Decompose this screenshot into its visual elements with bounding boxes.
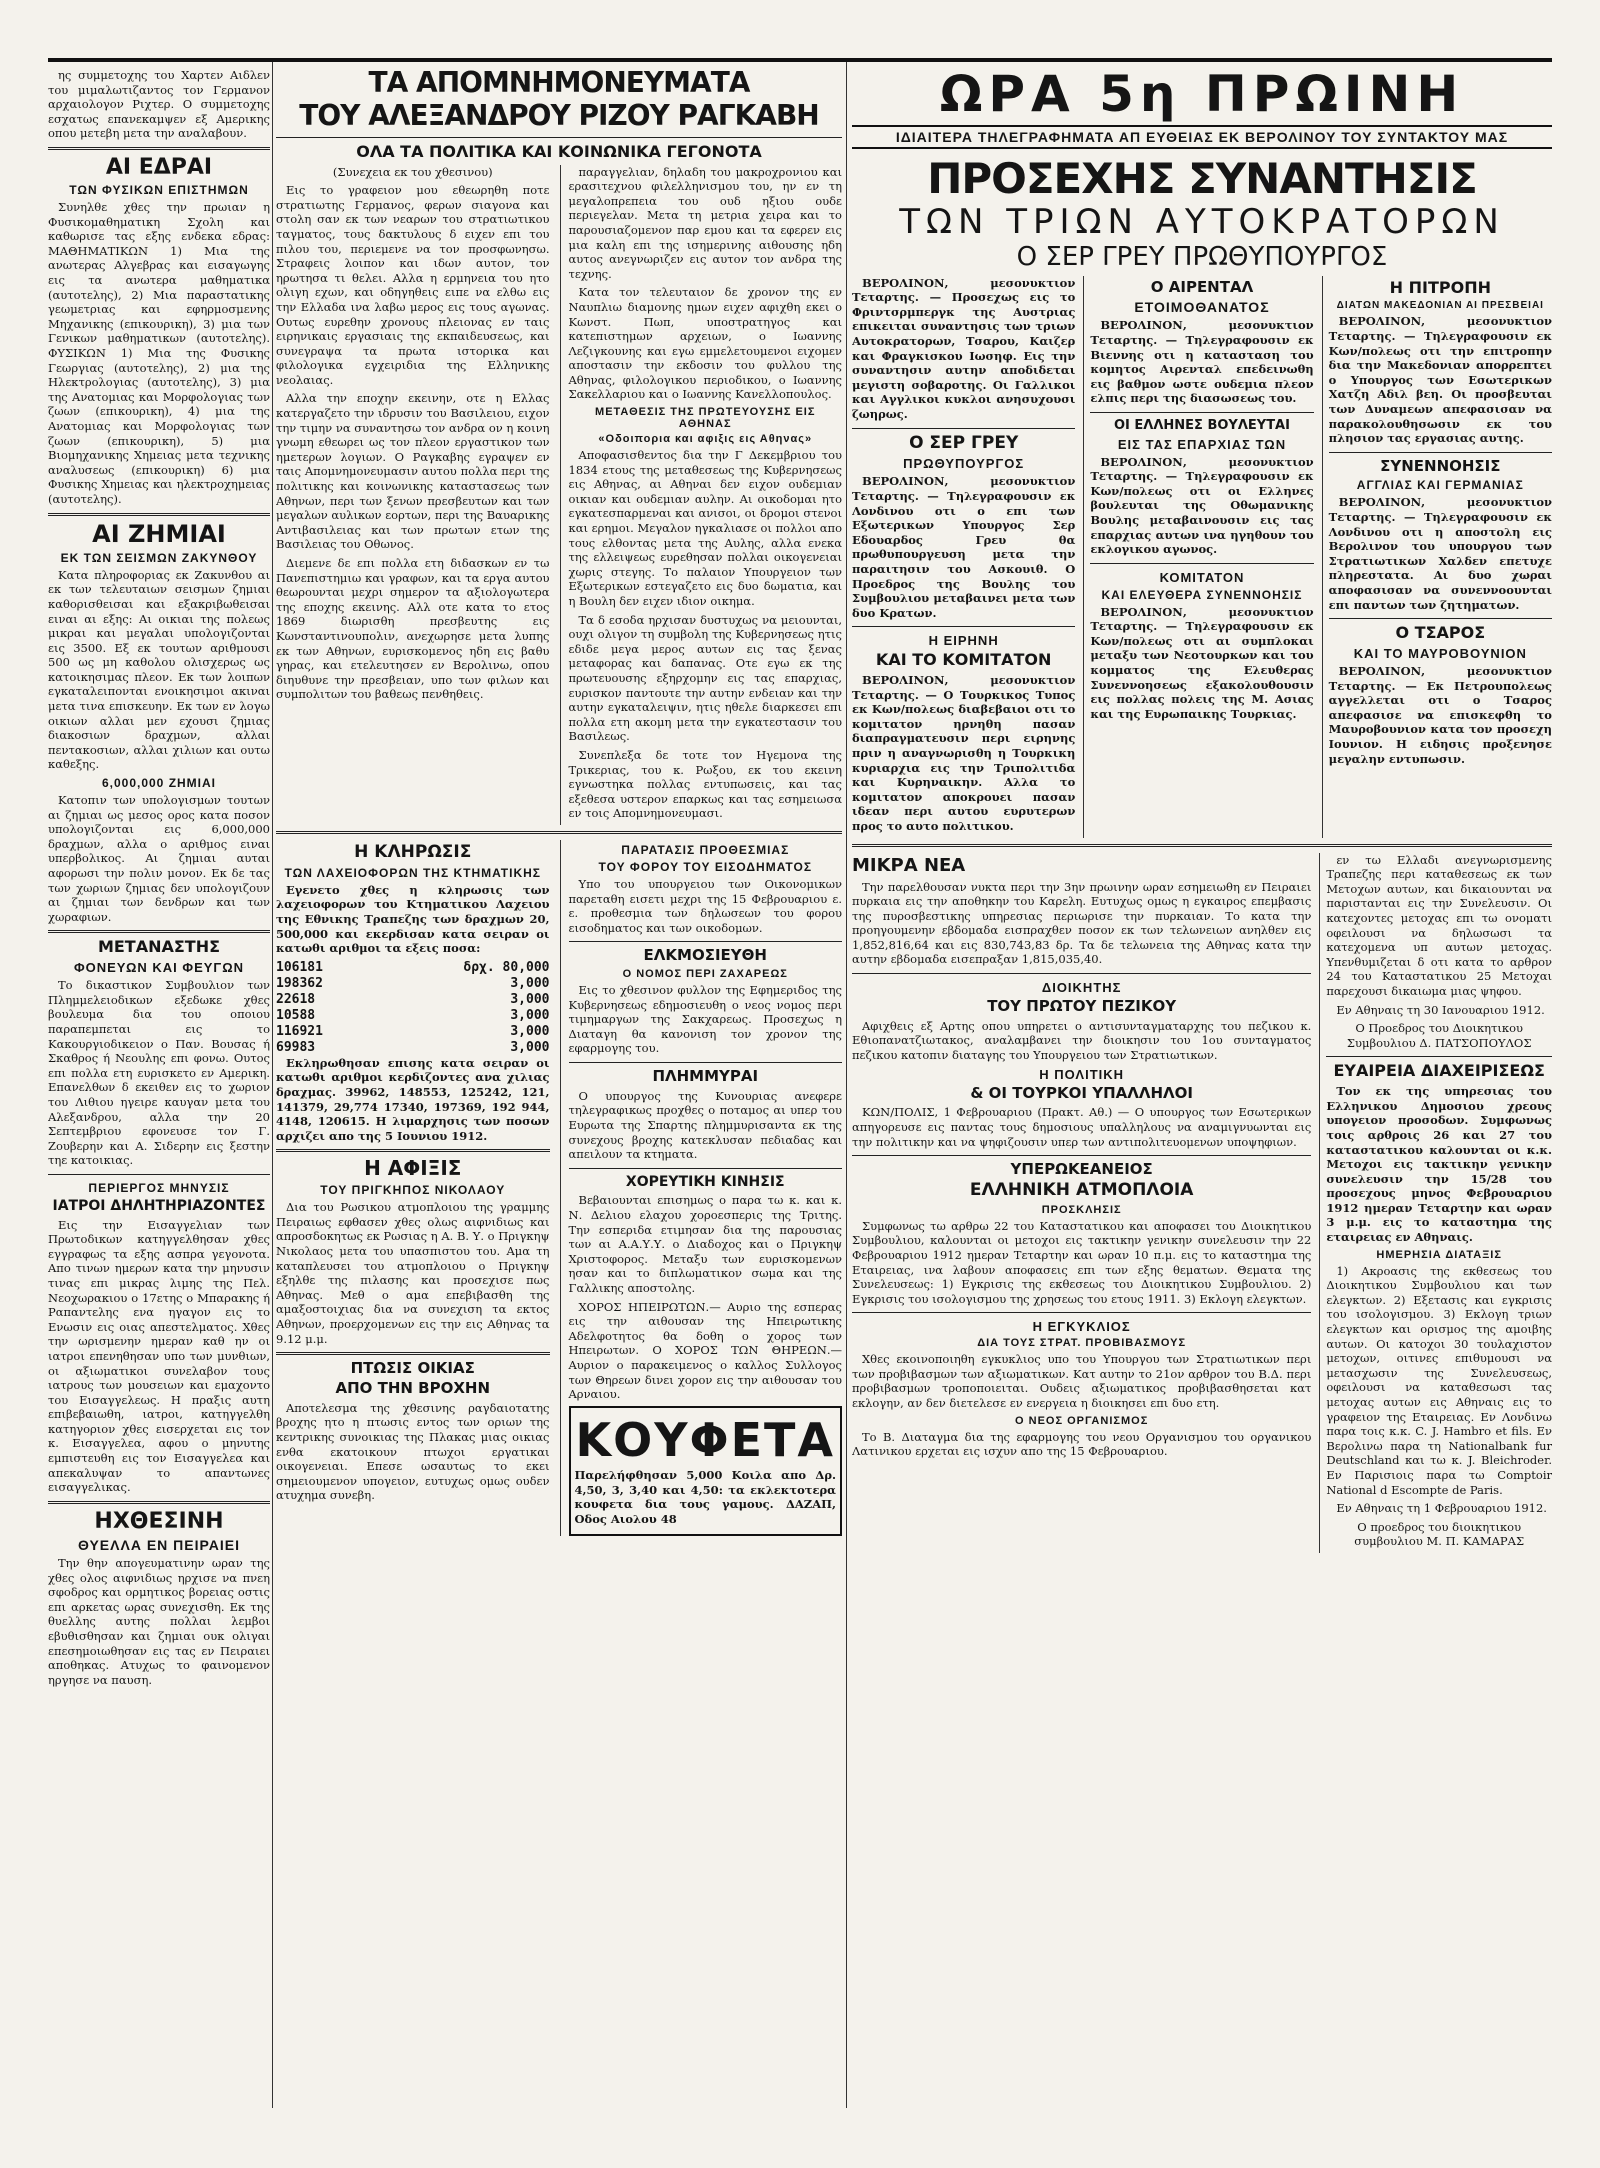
prize-number: 10588	[276, 1007, 316, 1023]
telegram-title: ΚΟΜΙΤΑΤΟΝ	[1159, 569, 1245, 585]
divider	[1329, 452, 1552, 453]
article-body: Εις το χθεσινον φυλλον της Εφημεριδος της Κυβερνησεως εδημοσιευθη ο νεος νομος περι τιμημαργων της Σακχαρεως. Προσεχως η Διαταγη θα κανονιση τον χρονον της εφαρμογης του.	[568, 983, 842, 1056]
telegram-subtitle: ΚΑΙ ΤΟ ΚΟΜΙΤΑΤΟΝ	[875, 650, 1052, 670]
inline-heading: ΜΕΤΑΘΕΣΙΣ ΤΗΣ ΠΡΩΤΕΥΟΥΣΗΣ ΕΙΣ ΑΘΗΝΑΣ	[595, 406, 816, 431]
divider	[852, 1312, 1311, 1313]
divider	[852, 626, 1075, 627]
section-title: ΑΙ ΕΔΡΑΙ	[105, 154, 213, 180]
main-headline: ΠΡΟΣΕΧΗΣ ΣΥΝΑΝΤΗΣΙΣ	[927, 153, 1477, 203]
notice-body: Τον εκ της υπηρεσιας του Ελληνικου Δημοσιου χρεους υπογειον προσοδων. Συμφωνως τοις αρθροις 26 και 27 του καταστατικου καλουνται οι κ.κ. Μετοχοι εις τακτικην γενικην συνελευσιν την 15/28 του προσεχους μηνος Φεβρουαριου 1912 ημεραν Τεταρτην και ωραν 3 μ.μ. εις το καταστημα της εταιρειας εν Αθηναις.	[1326, 1084, 1552, 1245]
prize-row	[276, 1040, 550, 1056]
telegram-subtitle: ΠΡΩΘΥΠΟΥΡΓΟΣ	[903, 456, 1025, 472]
article-body: Κατοπιν των υπολογισμων τουτων αι ζημιαι ως μεσος ορος κατα ποσον υπολογιζονται εις 6,000,000 δραχμων, αλλα ο αριθμος ειναι υπερβολικος. Αι ζημιαι αυται αφορωσι την πολιν μονον. Εκ δε τας των χωριων ζημιας δεν υπολογιζουν αι ζημιαι των δενδρων και των χωραφιων.	[48, 793, 270, 924]
news-body: Χθες εκοινοποιηθη εγκυκλιος υπο του Υπουργου των Στρατιωτικων περι των προβιβασμων των αξιωματικων. Κατ αυτην το 21ον αρθρον του Β.Δ. περι προβιβασμων τροποποιειται. Ουδεις αξιωματικος προβιβασθησεται κατ εκλογην, αν δεν διετελεσε εν ενεργεια η διοικησει επι δυο ετη.	[852, 1352, 1312, 1411]
prize-amount: δρχ. 80,000	[463, 959, 550, 975]
divider	[276, 1149, 550, 1152]
telegram-subtitle: ΕΙΣ ΤΑΣ ΕΠΑΡΧΙΑΣ ΤΩΝ	[1117, 436, 1287, 452]
news-subtitle: ΔΙΑ ΤΟΥΣ ΣΤΡΑΤ. ΠΡΟΒΙΒΑΣΜΟΥΣ	[977, 1337, 1187, 1350]
telegram-body: ΒΕΡΟΛΙΝΟΝ, μεσονυκτιον Τεταρτης. — Ο Τουρκικος Τυπος εκ Κων/πολεως διαβεβαιοι οτι το κομιτατον ηρνηθη πασαν διαπραγματευσιν περι ειρηνης πριν η αναγνωρισθη η Τουρκικη κυριαρχια εις την Τριπολιτιδα και Κυρηναικην. Αλλα το κομιτατον αποκρουει πασαν ιδεαν περι αυτου ευρυτερων προς το αυτο πολιτικου.	[852, 673, 1076, 834]
intro-text: ης συμμετοχης του Χαρτεν Αιδλεν του μιμαλωτιζαντος τον Γερμανον αρχαιολογον Ριχτερ. Ο συμμετοχης εσχατως επανεκαμψεν εξ Αμερικης οπου μετεβη μετα την αναλαβουν.	[48, 68, 270, 141]
divider	[48, 147, 270, 150]
prize-row	[276, 976, 550, 992]
notice-title: ΕΥΑΙΡΕΙΑ ΔΙΑΧΕΙΡΙΣΕΩΣ	[1333, 1061, 1545, 1081]
dance-title: ΧΟΡΕΥΤΙΚΗ ΚΙΝΗΣΙΣ	[625, 1173, 785, 1190]
section-subtitle: ΘΥΕΛΛΑ ΕΝ ΠΕΙΡΑΙΕΙ	[77, 1536, 241, 1553]
arrival-title: Η ΑΦΙΞΙΣ	[364, 1156, 462, 1181]
prize-row	[276, 960, 550, 976]
divider	[276, 137, 842, 138]
news-col-b	[1319, 853, 1552, 1553]
divider	[48, 513, 270, 516]
inline-heading: «Οδοιπορια και αφιξις εις Αθηνας»	[598, 433, 813, 446]
article-body: Την θην απογευματινην ωραν της χθες ολος αιφνιδιως ηρχισε να πνεη σφοδρος και ορμητικος βορειας οστις επι αρκετας ωρας συνεχισθη. Εκ της θυελλης αυτης πολλαι λεμβοι εβυθισθησαν και ζημιαι ουκ ολιγαι επεσημοιωθησαν εις τας εν Πειραιει αποθηκας. Ατυχως το φαινομενον ηργησε να παυση.	[48, 1555, 270, 1687]
news-title: Η ΕΓΚΥΚΛΙΟΣ	[1032, 1319, 1131, 1335]
section-subtitle: ΙΑΤΡΟΙ ΔΗΛΗΤΗΡΙΑΖΟΝΤΕΣ	[52, 1197, 266, 1214]
telegram-subtitle: ΔΙΑΤΩΝ ΜΑΚΕΔΟΝΙΑΝ ΑΙ ΠΡΕΣΒΕΙΑΙ	[1336, 300, 1544, 312]
telegram-body: ΒΕΡΟΛΙΝΟΝ, μεσονυκτιον Τεταρτης. — Τηλεγραφουσιν εκ Λονδινου οτι η αποστολη εις Βερολινον του υπουργου των Στρατιωτικων Χαλδεν επετυχε πληρεστατα. Αι δυο χωραι αποφασισαν να συνεννοουνται επι παντων των ζητηματων.	[1328, 495, 1552, 612]
telegram-body: ΒΕΡΟΛΙΝΟΝ, μεσονυκτιον Τεταρτης. — Εκ Πετρουπολεως αγγελλεται οτι ο Τσαρος απεφασισε να επισκεφθη το Μαυροβουνιον κατα τον προσεχη Ιουνιον. Η ειδησις προξενησε μεγαλην εντυπωσιν.	[1328, 664, 1552, 766]
divider	[1090, 563, 1313, 564]
divider	[1326, 1056, 1552, 1057]
telegram-title: Η ΕΙΡΗΝΗ	[928, 633, 999, 649]
news-body: Αφιχθεις εξ Αρτης οπου υπηρετει ο αντισυνταγματαρχης του πεζικου κ. Εθιοπανατζιωτακος, αναλαμβανει την διοικησιν του 1ου συνταγματος πεζικου κατοπιν διαταγης του Υπουργειου των Στρατιωτικων.	[852, 1018, 1312, 1063]
prize-row	[276, 1024, 550, 1040]
article-body: Κατα τον τελευταιον δε χρονον της εν Ναυπλιω διαμονης ημων ειχεν αφιχθη εκει ο Κωνστ. Πωπ, υποστρατηγος και κατεπιστημων αρχειων, ο Ιωαννης Λεζιγκουνης και εγω εμμελετουμενοι ειχομεν αποστασιν την εκδοσιν του φυλλου της Αθηνας, φιλολογικου περιοδικου, ο Ιωαννης Σακελλαριου και ο Ιωαννης Κανελλοπουλος.	[568, 285, 842, 402]
column-divider	[272, 62, 273, 2108]
article-body: Διεμενε δε επι πολλα ετη διδασκων εν τω Πανεπιστημιω και γραφων, και τα εργα αυτου θεωρουνται μεχρι σημερον τα αξιολογωτερα της εποχης εκεινης. Αλλ οτε κατα το ετος 1869 διωρισθη πρεσβευτης εις Κωνσταντινουπολιν, ανεχωρησε μετα λυπης εκ των Αθηνων, ευρισκομενος ηδη εις βαθυ γηρας, και ετελευτησεν εν Βερολινω, οπου διηυθυνε την πρεσβειαν, υπο των φιλων και συμπολιτων του βαθεως πενθηθεις.	[276, 556, 550, 702]
prize-row	[276, 1008, 550, 1024]
lower-boxes	[276, 840, 842, 1536]
column-divider	[846, 62, 847, 2108]
section-subtitle: ΦΟΝΕΥΩΝ ΚΑΙ ΦΕΥΓΩΝ	[73, 960, 245, 976]
telegram-body: ΒΕΡΟΛΙΝΟΝ, μεσονυκτιον Τεταρτης. — Τηλεγραφουσιν εκ Κων/πολεως οτι αι συμπλοκαι μεταξυ των Νεοτουρκων και του κομματος της Ελευθερας Συνεννοησεως εξακολουθουσιν εις πολλας πολεις της Μ. Ασιας και της Ευρωπαικης Τουρκιας.	[1090, 604, 1314, 721]
ad-title: ΚΟΥΦΕΤΑ	[575, 1412, 836, 1467]
article-body: Συνεπλεξα δε τοτε τον Ηγεμονα της Τρικεριας, του κ. Ρωξου, εκ του εκεινη εγνωστηκα πολλας εντυπωσεις, και τας εξεθεσα υστερον επαρκως και τας εσημειωσα εν τοις Απομνημονευμασι.	[568, 747, 842, 821]
memoirs-title: ΤΑ ΑΠΟΜΝΗΜΟΝΕΥΜΑΤΑ	[368, 66, 750, 99]
continuation-note: (Συνεχεια εκ του χθεσινου)	[332, 164, 493, 179]
notice-body: εν τω Ελλαδι ανεγνωρισμενης Τραπεζης περι καταθεσεως εκ των Μετοχων αυτων, και δικαιουνται να παριστανται εις την Συνελευσιν. Οι κατεχοντες μετοχας επι τω ονοματι οφειλουσι να δηλωσωσι τα κατεχομενα υπ αυτων μετοχας. Υπενθυμιζεται δ οτι κατα το αρθρον 24 του Καταστατικου 25 Μετοχαι παρεχουσι δικαιωμα μιας ψηφου.	[1326, 852, 1552, 998]
section-title: ΠΕΡΙΕΡΓΟΣ ΜΗΝΥΣΙΣ	[88, 1180, 230, 1195]
divider	[48, 930, 270, 933]
main-headline-3: Ο ΣΕΡ ΓΡΕΥ ΠΡΩΘΥΠΟΥΡΓΟΣ	[1016, 242, 1388, 273]
article-body: Αλλα την εποχην εκεινην, οτε η Ελλας κατεργαζετο την ιδρυσιν του Βασιλειου, ειχον την τιμην να συναντησω τον ανδρα ον η κοινη γνωμη εθεωρει ως τον πλεον εργαστικον των ημετερων λογιων. Ο Ραγκαβης εγραψεν εν ταις Απομνημονευμασιν αυτου πολλα περι της πολιτικης και κοινωνικης καταστασεως των Αθηνων, περι των ξενων πρεσβευτων και των μεγαλων αυλικων εορτων, περι της Βαυαρικης Αντιβασιλειας και των πρωτων ετων της Βασιλειας του Οθωνος.	[276, 391, 550, 552]
telegram-body: ΒΕΡΟΛΙΝΟΝ, μεσονυκτιον Τεταρτης. — Τηλεγραφουσιν εκ Κων/πολεως οτι την επιτροπην δια την Μακεδονιαν απορρεπτει ο Υπουργος των Εσωτερικων Χατζη Αδιλ βεη. Οι προσβευται των Δυναμεων απεφασισαν να παρακολουθησωσιν εκ του πλησιον τας εργασιας αυτης.	[1328, 314, 1552, 446]
article-body: Αποφασισθεντος δια την Γ Δεκεμβριου του 1834 ετους της μεταθεσεως της Κυβερνησεως εις Αθηνας, αι Αθηναι δεν ειχον ουδεμιαν οικιαν και ουδεμιαν αυλην. Αι οικοδομαι ητο εγκατεσπαρμεναι και ανισοι, οι δρομοι στενοι και ερημοι. Μεγαλον ηγκαλιασε οι πολλοι απο τους ελθοντας μετα της Αυλης, αλλα ενεκα της ελλειψεως ευρεθησαν πολλαι οικογενειαι χωρις στεγης. Το παλαιον Υπουργειον των Εξωτερικων εστεγαζετο εις δυο δωματια, και η Βουλη δεν ειχεν ιδιον οικημα.	[568, 448, 842, 609]
section-title: ΗΧΘΕΣΙΝΗ	[94, 1508, 224, 1534]
prize-list	[276, 960, 550, 1056]
banner-subtitle: ΙΔΙΑΙΤΕΡΑ ΤΗΛΕΓΡΑΦΗΜΑΤΑ ΑΠ ΕΥΘΕΙΑΣ ΕΚ ΒΕΡΟΛΙΝΟΥ ΤΟΥ ΣΥΝΤΑΚΤΟΥ ΜΑΣ	[852, 125, 1552, 149]
news-body: Την παρελθουσαν νυκτα περι την 3ην πρωινην ωραν εσημειωθη εν Πειραιει πυρκαια εις την αποθηκην του Καρελη. Ευτυχως ομως η εγκαιρος επεμβασις της πυροσβεστικης υπηρεσιας περιωρισε την πυρκαιαν. Το κατα την προηγουμενην εβδομαδα εισπραχθεν ποσον εκ των τελωνειων ανηλθεν εις 1,852,816,64 και εις 830,743,83 δρ. Τα δε τελωνεια της Αθηνας κατα την αυτην εβδομαδα εισεπραξαν 1,815,035,40.	[852, 879, 1312, 967]
memoirs-subtitle: ΟΛΑ ΤΑ ΠΟΛΙΤΙΚΑ ΚΑΙ ΚΟΙΝΩΝΙΚΑ ΓΕΓΟΝΟΤΑ	[356, 141, 762, 161]
telegram-title: Η ΠΙΤΡΟΠΗ	[1389, 277, 1491, 297]
divider	[852, 844, 1552, 847]
article-body: Εις την Εισαγγελιαν των Πρωτοδικων κατηγγελθησαν χθες εγγραφως τα εξης ασπρα γεγονοτα. Απο τινων ημερων κατα την μηνυσιν τινας επι μικρας λιμης της Πελ. Νεοχωρακιου ο 17ετης ο Μπαρακης ή Ραπαντελης ενα ηγαγον εις το Ενωσιν εις οιας απεστελματος. Χθες την ωρισμενην ημεραν καθ ην οι ιατροι επενηθησαν υπο των μυνθιων, οι αξιωματικοι συνελαβον τους ιατρους των μουσειων και εμαχοντο του Εισαγγελεως. Η πραξις αυτη επιβεβαιωθη, ιατροι, κατηγγελθη κατηγοριον χθες εισερχεται εις τον κ. Εισαγγελεα, αφου ο μηνυτης εμπιστευθη εις τον Εισαγγελεα και απεκαλυψαν το απαντωνες εισαγγελικας.	[48, 1217, 270, 1495]
column-left	[48, 62, 270, 2128]
telegram-title: Ο ΤΣΑΡΟΣ	[1395, 623, 1486, 643]
news-grid	[852, 853, 1552, 1553]
prize-number: 106181	[276, 959, 323, 975]
telegram-title: ΣΥΝΕΝΝΟΗΣΙΣ	[1380, 456, 1501, 475]
extension-title: ΠΑΡΑΤΑΣΙΣ ΠΡΟΘΕΣΜΙΑΣ	[621, 842, 790, 857]
telegram-subtitle: ΚΑΙ ΕΛΕΥΘΕΡΑ ΣΥΝΕΝΝΟΗΣΙΣ	[1101, 587, 1303, 602]
lottery-subtitle: ΤΩΝ ΛΑΧΕΙΟΦΟΡΩΝ ΤΗΣ ΚΤΗΜΑΤΙΚΗΣ	[284, 865, 541, 880]
prize-amount: 3,000	[510, 1039, 550, 1055]
article-body: Υπο του υπουργειου των Οικονομικων παρεταθη εισετι μεχρι της 15 Φεβρουαριου ε. ε. προθεσμια των δηλωσεων του φορου εισοδηματος και των οικοδομων.	[568, 876, 842, 935]
lottery-title: Η ΚΛΗΡΩΣΙΣ	[354, 841, 472, 862]
prize-amount: 3,000	[510, 975, 550, 991]
article-body: Το δικαστικον Συμβουλιον των Πλημμελειοδικων εξεδωκε χθες βουλευμα δια του οποιου παραπεμπεται εις το Κακουργιοδικειον ο Παν. Βουσας ή Σκαθρος ή Νεουλης επι φονω. Ουτος επι πολλα ετη ευρισκετο εν Αμερικη. Επανελθων δ εκειθεν εις το χωριον του Λιθιου ηγειρε καυγαν μετα του Αλεξανδρου, αλλα την 20 Σεπτεμβριου εφονευσε τον Γ. Ζουβερην και Α. Σιδερην εις ξεστην τηε κατοικιας.	[48, 978, 270, 1168]
memoirs-body	[276, 165, 842, 825]
divider	[276, 1352, 550, 1355]
divider	[1090, 412, 1313, 413]
telegram-title: Ο ΣΕΡ ΓΡΕΥ	[909, 432, 1019, 453]
article-body: Κατα πληροφοριας εκ Ζακυνθου αι εκ των τελευταιων σεισμων ζημιαι καθορισθεισαι και εξακριβωθεισαι ειναι αι εξης: Αι οικιαι της πολεως μικραι και μεγαλαι υπολογιζονται εις 3500. Εξ εκ τουτων αριθμουσι 500 ως μη καθολου ολισχερως ως κατοικησιμας πλεον. Εκ των λοιπων εγκαταλειπονται ενοικησιμοι ακιναι μετα τινα επισκευην. Εκ των εν λογω οικιων αλλαι μεν εχουσι ζημιας διακοσιων δραχμων, αλλαι πεντακοσιων, αλλαι χιλιων και ουτω καθεξης.	[48, 567, 270, 772]
telegram-subtitle: ΕΤΟΙΜΟΘΑΝΑΤΟΣ	[1134, 299, 1270, 316]
lower-col-b	[560, 840, 843, 1536]
notice-signature: Ο Προεδρος του Διοικητικου Συμβουλιου Δ. ΠΑΤΣΟΠΟΥΛΟΣ	[1346, 1021, 1532, 1050]
divider	[48, 1174, 270, 1175]
article-body: παραγγελιαν, δηλαδη του μακροχρονιου και ερασιτεχνου φιλελληνισμου του, ην εν τη μεγαλοπρεπεια του ουδ ηξιου ουδε περιεγελαν. Μετα τη μετρια χειρα και το παρουσιαζομενον παρ εμου και τα εφερεν εις μια καλη επι της ισημερινης αιθουσης ηδη αυτος ανεγνωριζεν εις αυτον τον ανδρα της τεχνης.	[568, 164, 842, 281]
telegram-subtitle: ΑΓΓΛΙΑΣ ΚΑΙ ΓΕΡΜΑΝΙΑΣ	[1356, 478, 1524, 493]
prize-number: 69983	[276, 1039, 316, 1055]
divider	[569, 1168, 843, 1169]
news-body: Το Β. Διαταγμα δια της εφαρμογης του νεου Οργανισμου του οργανικου Λατινικου ερχεται εις ισχυν απο της 15 Φεβρουαριου.	[852, 1429, 1312, 1459]
article-body: Δια του Ρωσικου ατμοπλοιου της γραμμης Πειραιως εφθασεν χθες ολως αιφνιδιως και απροσδοκητως εκ Ρωσιας η Α. Β. Υ. ο Πριγκηψ Νικολαος μετα του υπασπιστου του. Αμα τη καταπλευσει του ατμοπλοιου ο Πριγκηψ εξηλθε της πιλασης και προσεχισε πως Αθηνας. Μεθ ο αμα επεβιβασθη της αμαξοστοιχιας δια να συνεχιση τα εκτος Αθηνων, προερχομενων εις την εις Αθηνας τα 9.12 μ.μ.	[276, 1200, 550, 1346]
inline-heading: 6,000,000 ΖΗΜΙΑΙ	[101, 776, 217, 791]
telegram-body: ΒΕΡΟΛΙΝΟΝ, μεσονυκτιον Τεταρτης. — Τηλεγραφουσιν εκ Βιεννης οτι η κατασταση του κομητος Αιρενταλ επεδεινωθη εις βαθμον ωστε ουδεμια πλεον ελπις περι της διασωσεως του.	[1090, 318, 1314, 406]
law-subtitle: Ο ΝΟΜΟΣ ΠΕΡΙ ΖΑΧΑΡΕΩΣ	[622, 968, 788, 981]
section-subtitle: ΤΩΝ ΦΥΣΙΚΩΝ ΕΠΙΣΤΗΜΩΝ	[69, 183, 249, 198]
news-subtitle: ΤΟΥ ΠΡΩΤΟΥ ΠΕΖΙΚΟΥ	[987, 997, 1177, 1016]
telegram-grid	[852, 276, 1552, 838]
news-title: Ο ΝΕΟΣ ΟΡΓΑΝΙΣΜΟΣ	[1015, 1414, 1149, 1427]
divider	[569, 1062, 843, 1063]
memoirs-col-b	[560, 165, 843, 825]
article-body: Τα δ εσοδα ηρχισαν δυστυχως να μειουνται, ουχι ολιγον τη συμβολη της Κυβερνησεως ητις εδιδε μεγα μερος αυτων εις τας ξενας μεταφορας και δαπανας. Οτε εγω εκ της πρωτευουσης εξηρχομην εις τας επαρχιας, ευρισκον παντουτε την αυτην ενδειαν και την αυτην εγκαταλειψιν, ητις ηθελε διαρκεσει επι πολλα ετη ακομη μετα την εγκατεστασιν του Βασιλεως.	[568, 612, 842, 744]
notice-heading: ΠΡΟΣΚΛΗΣΙΣ	[1041, 1203, 1122, 1216]
telegram-subtitle: ΚΑΙ ΤΟ ΜΑΥΡΟΒΟΥΝΙΟΝ	[1353, 646, 1527, 662]
memoirs-title-line2: ΤΟΥ ΑΛΕΞΑΝΔΡΟΥ ΡΙΖΟΥ ΡΑΓΚΑΒΗ	[299, 99, 819, 133]
prize-amount: 3,000	[510, 991, 550, 1007]
collapse-title: ΠΤΩΣΙΣ ΟΙΚΙΑΣ	[350, 1359, 475, 1378]
news-body: ΚΩΝ/ΠΟΛΙΣ, 1 Φεβρουαριου (Πρακτ. Αθ.) — Ο υπουργος των Εσωτερικων απηγορευσε εις παντας τους δημοσιους υπαλληλους να αναμιγνυωνται εις την πολιτικην και να ψηφιζουσιν υπερ των αντιπολιτευομενων υποψηφιων.	[852, 1105, 1312, 1149]
article-body: Βεβαιουνται επισημως ο παρα τω κ. και κ. Ν. Δελιου ελαχου χοροεσπερις της Τριτης. Την εσπεριδα ετιμησαν δια της παρουσιας των αι Α.Α.Υ.Υ. ο Διαδοχος και ο Πριγκηψ Χριστοφορος. Μεταξυ των ευρισκομενων ησαν και το διπλωματικον σωμα και της Γαλλικης αποστολης.	[568, 1193, 842, 1295]
column-right	[852, 62, 1552, 2128]
notice-date: Εν Αθηναις τη 30 Ιανουαριου 1912.	[1336, 1002, 1545, 1017]
notice-heading: ΗΜΕΡΗΣΙΑ ΔΙΑΤΑΞΙΣ	[1376, 1248, 1502, 1261]
prize-amount: 3,000	[510, 1023, 550, 1039]
prize-number: 116921	[276, 1023, 323, 1039]
news-subtitle: & ΟΙ ΤΟΥΡΚΟΙ ΥΠΑΛΛΗΛΟΙ	[970, 1083, 1193, 1102]
prize-number: 198362	[276, 975, 323, 991]
flood-title: ΠΛΗΜΜΥΡΑΙ	[652, 1067, 759, 1086]
prize-row	[276, 992, 550, 1008]
news-title: ΔΙΟΙΚΗΤΗΣ	[1041, 980, 1122, 996]
extension-subtitle: ΤΟΥ ΦΟΡΟΥ ΤΟΥ ΕΙΣΟΔΗΜΑΤΟΣ	[598, 859, 813, 874]
prize-number: 22618	[276, 991, 316, 1007]
divider	[569, 941, 843, 942]
lower-col-a	[276, 840, 550, 1536]
telegram-body: ΒΕΡΟΛΙΝΟΝ, μεσονυκτιον Τεταρτης. — Προσεχως εις το Φριντσρμπεργκ της Αυστριας επικειται συναντησις των τριων Αυτοκρατορων, Τσαρου, Καιζερ και Φραγκισκου Ιωσηφ. Εις την συναντησιν αυτην αποδιδεται μεγιστη σοβαροτης. Οι Γαλλικοι και Αγγλικοι κυκλοι ανησυχουσι ζωηρως.	[852, 275, 1076, 421]
telegram-col-a	[852, 276, 1075, 838]
arrival-subtitle: ΤΟΥ ΠΡΙΓΚΗΠΟΣ ΝΙΚΟΛΑΟΥ	[320, 1183, 506, 1198]
divider	[852, 973, 1311, 974]
collapse-subtitle: ΑΠΟ ΤΗΝ ΒΡΟΧΗΝ	[335, 1378, 491, 1397]
banner-title: ΩΡΑ 5η ΠΡΩΙΝΗ	[939, 65, 1465, 123]
main-headline-2: ΤΩΝ ΤΡΙΩΝ ΑΥΤΟΚΡΑΤΟΡΩΝ	[899, 201, 1505, 242]
divider	[48, 1501, 270, 1504]
divider	[852, 1155, 1311, 1156]
notice-date: Εν Αθηναις τη 1 Φεβρουαριου 1912.	[1336, 1501, 1547, 1516]
notice-title: ΥΠΕΡΩΚΕΑΝΕΙΟΣ	[1010, 1160, 1153, 1179]
telegram-body: ΒΕΡΟΛΙΝΟΝ, μεσονυκτιον Τεταρτης. — Τηλεγραφουσιν εκ Λονδινου οτι ο επι των Εξωτερικων Υπουργος Σερ Εδουαρδος Γρευ θα πρωθυπουργευση μετα την παραιτησιν του Ασκουιθ. Ο Προεδρος της Βουλης του Συμβουλιου μεταβαινει μετα των δυο Κρατων.	[852, 474, 1076, 620]
section-subtitle: ΕΚ ΤΩΝ ΣΕΙΣΜΩΝ ΖΑΚΥΝΘΟΥ	[60, 550, 258, 565]
lottery-more: Εκληρωθησαν επισης κατα σειραν οι κατωθι αριθμοι κερδιζοντες ανα χιλιας δραχμας. 39962, 148553, 125242, 121, 141379, 29,774 17340, 197369, 192 944, 4148, 120615. Η λιμαρχησις των ποσων αρχιζει απο της 5 Ιουνιου 1912.	[276, 1055, 550, 1143]
article-body: Ο υπουργος της Κυνουριας ανεφερε τηλεγραφικως προχθες ο ποταμος αι υπερ του Ευρωτα της Σπαρτης πλημμυρισαντα εκ της συνεχους βροχης κατεκλυσαν πεδιαδας και απειλουν τα κτηματα.	[568, 1088, 842, 1162]
telegram-title: Ο ΑΙΡΕΝΤΑΛ	[1150, 277, 1254, 296]
telegram-col-c	[1322, 276, 1552, 838]
notice-signature: Ο προεδρος του διοικητικου συμβουλιου Μ. Π. ΚΑΜΑΡΑΣ	[1354, 1519, 1525, 1549]
article-body: ΧΟΡΟΣ ΗΠΕΙΡΩΤΩΝ.— Αυριο της εσπερας εις την αιθουσαν της Ηπειρωτικης Αδελφοτητος θα δοθη ο χορος των Ηπειρωτων. Ο ΧΟΡΟΣ ΤΩΝ ΘΗΡΕΩΝ.— Αυριον ο παρακειμενος ο καλλος Συλλογος των Θηρεων δινει χορον εις την αιθουσαν του Αρναιου.	[568, 1299, 842, 1402]
article-body: Εις το γραφειον μου εθεωρηθη ποτε στρατιωτης Γερμανος, φερων σιαγονα και στολη σαν εκ των νεαρων του στρατιωτικου ταγματος, τους δακτυλους δ ειχεν επι του πιλου του, περιεμενε να τον προσφωνησω. Στραφεις λοιπον και ιδων αυτον, τον ηρωτησα τι θελει. Αλλα η ερμηνεια του ητο ολιγη εχων, και οδηγηθεις ειπε να ελθω εις την Ελλαδα ινα λαβω μερος εις τους αγωνας. Ουτως ευρεθην χρονους πλειονας εν ταις ειρηνικαις εργασιαις της εκπαιδευσεως, και συνεγραψα τα πρωτα ιστορικα και φιλολογικα εγχειριδια της Ελληνικης νεολαιας.	[276, 183, 550, 387]
section-title: ΑΙ ΖΗΜΙΑΙ	[92, 519, 226, 548]
prize-amount: 3,000	[510, 1007, 550, 1023]
article-body: Αποτελεσμα της χθεσινης ραγδαιοτατης βροχης ητο η πτωσις εντος των οριων της κεντρικης συνοικιας της Πλακας μιας οικιας ενθα εκατοικουν πτωχοι εργατικαι οικογενειαι. Επεσε ωσαυτως το εκει σημειουμενον υπογειον, ευτυχως ομως ουδεν ατυχημα συνεβη.	[276, 1400, 550, 1503]
section-title: ΜΕΤΑΝΑΣΤΗΣ	[97, 937, 221, 957]
ad-body: Παρελήφθησαν 5,000 Κοιλα απο Δρ. 4,50, 3, 3,40 και 4,50: τα εκλεκτοτερα κουφετα δια τους γαμους. ΔΑΖΑΠ, Οδος Αιολου 48	[574, 1468, 836, 1526]
article-body: Συνηλθε χθες την πρωιαν η Φυσικομαθηματικη Σχολη και καθωρισε τας εξης ενδεκα εδρας: ΜΑΘΗΜΑΤΙΚΩΝ 1) Μια της ανωτερας Αλγεβρας και εισαγωγης εις τα ανωτερα μαθηματικα (αυτοτελης), 2) Μια παραστατικης γεωμετριας και εφηρμοσμενης Μηχανικης (επικουρικη), 3) μια των Γενικων μαθηματικων (αυτοτελης). ΦΥΣΙΚΩΝ 1) Μια της Φυσικης Γεωργιας (αυτοτελης), 2) μια της Ηλεκτρολογιας (αυτοτελης), 3) μια της Ανατομιας και Μορφολογιας των ζωων (επικουρικη), 4) μια της Ανατομιας και Μορφολογιας των ζωων (επικουρικη), 5) μια Βιομηχανικης Χημειας μετα τεχνικης αναλυσεως (επικουρικη) 6) μια Φυσικης Χημειας και ηλεκτροχημειας (αυτοτελης).	[48, 200, 270, 506]
law-title: ΕΛΚΜΟΣΙΕΥΘΗ	[643, 946, 767, 965]
notice-subtitle: ΕΛΛΗΝΙΚΗ ΑΤΜΟΠΛΟΙΑ	[969, 1179, 1194, 1200]
telegram-body: ΒΕΡΟΛΙΝΟΝ, μεσονυκτιον Τεταρτης. — Τηλεγραφουσιν εκ Κων/πολεως οτι οι Ελληνες βουλευται της Οθωμανικης Βουλης μεταβαινουσιν εις τας επαρχιας αυτων ινα ηγηθουν του εκλογικου αγωνος.	[1090, 454, 1314, 557]
advertisement	[569, 1406, 843, 1537]
news-title: Η ΠΟΛΙΤΙΚΗ	[1039, 1066, 1125, 1082]
notice-body: 1) Ακροασις της εκθεσεως του Διοικητικου Συμβουλιου και των ελεγκτων. 2) Εξετασις και εγκρισις του ισολογισμου. 3) Εκλογη τριων ελεγκτων και ορισμος της αμοιβης αυτων. Οι κατοχοι 30 τουλαχιστον μετοχων, οιτινες επιθυμουσι να μετασχωσιν της Συνελευσεως, οφειλουσι να καταθεσωσι τας μετοχας αυτων εις Αθηναις εις το γραφειον της Εταιρειας. Εν Λονδινω παρα τοις κ.κ. C. J. Hambro et fils. Εν Βερολινω παρα τη Nationalbank fur Deutschland και τω κ. J. Bleichroder. Εν Παρισιοις παρα τω Comptoir National d Escompte de Paris.	[1326, 1263, 1552, 1497]
lottery-body: Εγενετο χθες η κληρωσις των λαχειοφορων του Κτηματικου Λαχειου της Εθνικης Τραπεζης των δραχμων 20, 500,000 και εκερδισαν κατα σειραν οι κατωθι αριθμοι τα εξεις ποσα:	[276, 882, 550, 956]
divider	[276, 831, 842, 834]
memoirs-col-a	[276, 165, 550, 825]
column-center	[276, 62, 842, 2128]
divider	[1329, 618, 1552, 619]
divider	[852, 428, 1075, 429]
telegram-col-b	[1083, 276, 1313, 838]
notice-body: Συμφωνως τω αρθρω 22 του Καταστατικου και αποφασει του Διοικητικου Συμβουλιου, καλουνται οι μετοχοι εις τακτικην γενικην συνελευσιν την 22 Φεβρουαριου 1912 ημεραν Τεταρτην και ωραν 10 π.μ. εις το καταστημα της Εταιρειας, ινα λαβουν αποφασεις επι των εξης θεματων. Θεματα της Συνελευσεως: 1) Εγκρισις της εκθεσεως του Διοικητικου Συμβουλιου. 2) Εγκρισις του ισολογισμου της χρησεως του ετους 1911. 3) Εκλογη ελεγκτων.	[852, 1218, 1312, 1306]
telegram-title: ΟΙ ΕΛΛΗΝΕΣ ΒΟΥΛΕΥΤΑΙ	[1114, 417, 1290, 433]
news-title: ΜΙΚΡΑ ΝΕΑ	[852, 854, 966, 876]
news-col-a	[852, 853, 1311, 1553]
